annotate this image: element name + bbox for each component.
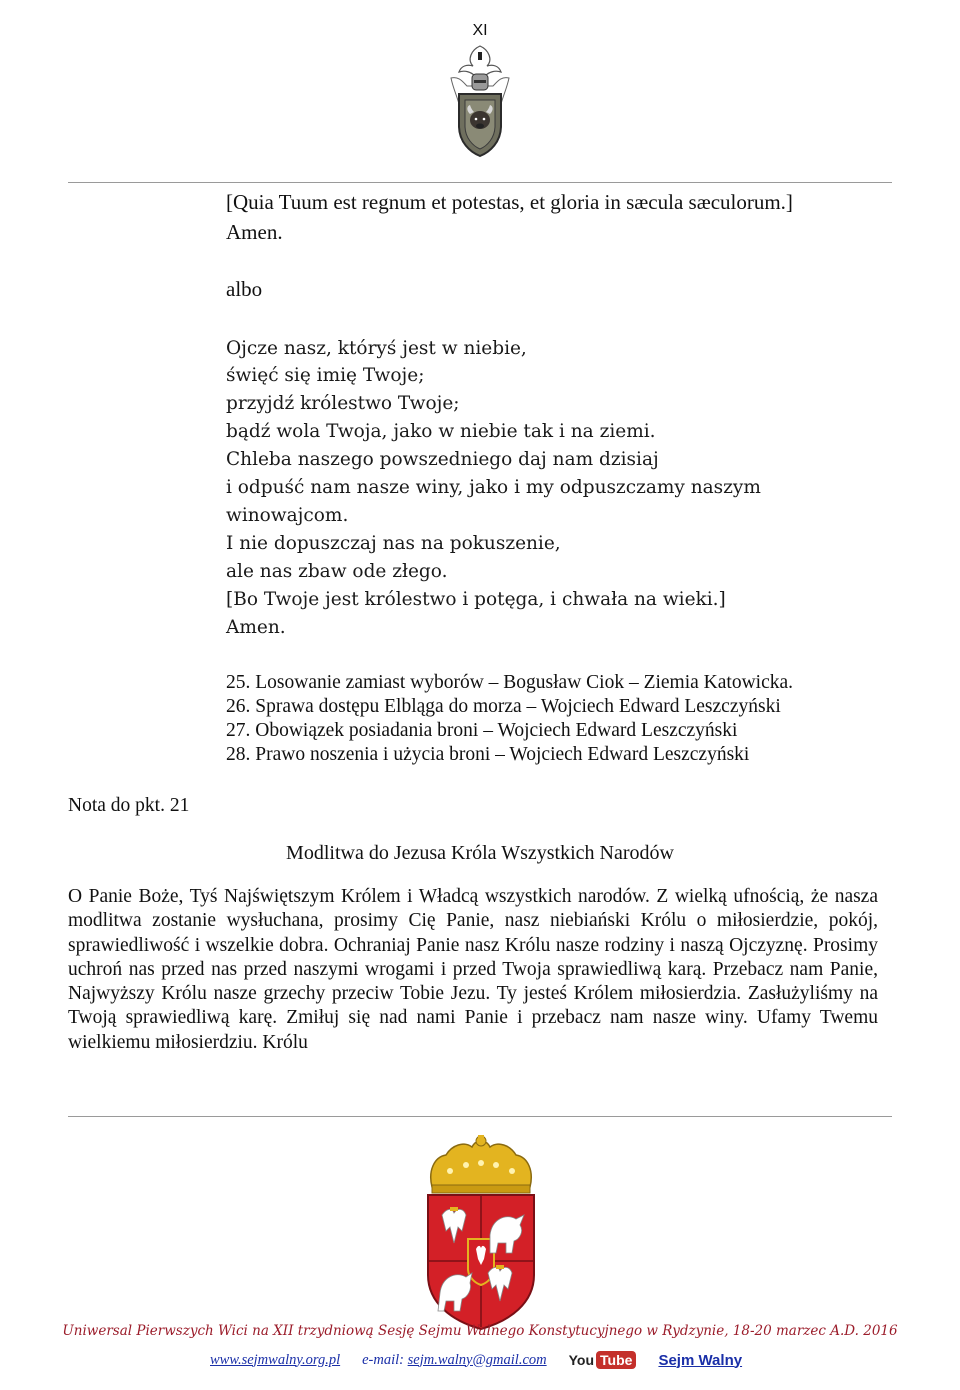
youtube-tube-text: Tube (596, 1351, 636, 1369)
email-link[interactable]: sejm.walny@gmail.com (407, 1351, 547, 1368)
latin-prayer-line-2: Amen. (226, 220, 283, 244)
agenda-item-28: 28. Prawo noszenia i użycia broni – Wojciech Edward Leszczyński (226, 744, 750, 765)
polish-prayer-line-11: Amen. (226, 617, 286, 638)
polish-prayer-line-4: bądź wola Twoja, jako w niebie tak i na ziemi. (226, 421, 656, 442)
separator-word: albo (226, 277, 263, 301)
polish-prayer-line-2: święć się imię Twoje; (226, 365, 425, 386)
latin-prayer-line-1: [Quia Tuum est regnum et potestas, et gloria in sæcula sæculorum.] (226, 190, 793, 214)
agenda-item-25: 25. Losowanie zamiast wyborów – Bogusław Ciok – Ziemia Katowicka. (226, 672, 794, 693)
note-label: Nota do pkt. 21 (68, 795, 190, 816)
polish-prayer-line-1: Ojcze nasz, któryś jest w niebie, (226, 338, 527, 359)
youtube-logo-icon[interactable] (569, 1351, 637, 1369)
footer-contact-row (210, 1346, 742, 1374)
youtube-you-text: You (568, 1352, 595, 1368)
email-label: e-mail: (362, 1351, 404, 1368)
coat-of-arms-bison-icon (445, 42, 515, 162)
agenda-item-26: 26. Sprawa dostępu Elbląga do morza – Wojciech Edward Leszczyński (226, 696, 781, 717)
commonwealth-coat-of-arms-icon (420, 1135, 542, 1330)
footer-divider (68, 1116, 892, 1117)
polish-prayer-line-5: Chleba naszego powszedniego daj nam dzisiaj (226, 449, 659, 470)
polish-prayer-line-8: I nie dopuszczaj nas na pokuszenie, (226, 533, 561, 554)
prayer-body: O Panie Boże, Tyś Najświętszym Królem i Władcą wszystkich narodów. Z wielką ufnością, że nasza modlitwa zostanie wysłuchana, prosimy Cię Panie, nasz niebiański Królu o miłosierdzie, pokój, sprawiedliwość i wszelkie dobra. Ochraniaj Panie nasz Królu nasze rodziny i naszą Ojczyznę. Prosimy uchroń nas przed nas przed naszymi wrogami i przed Twoja sprawiedliwą karą. Przebacz nam Panie, Najwyższy Królu nasze grzechy przeciw Tobie Jezu. Ty jesteś Królem miłosierdzia. Zasłużyliśmy na Twoją sprawiedliwą karę. Zmiłuj się nad nami Panie i przebacz nam nasze winy. Ufamy Twemu wielkiemu miłosierdziu. Królu (68, 886, 878, 1053)
polish-prayer-line-3: przyjdź królestwo Twoje; (226, 393, 460, 414)
footer-event-line: Uniwersal Pierwszych Wici na XII trzydniową Sesję Sejmu Walnego Konstytucyjnego w Rydzynie, 18-20 marzec A.D. 2016 (62, 1323, 898, 1339)
polish-prayer-line-6: i odpuść nam nasze winy, jako i my odpuszczamy naszym (226, 477, 761, 498)
prayer-title: Modlitwa do Jezusa Króla Wszystkich Narodów (286, 842, 674, 864)
email-group (362, 1352, 547, 1369)
channel-link[interactable]: Sejm Walny (658, 1351, 743, 1369)
agenda-item-27: 27. Obowiązek posiadania broni – Wojciech Edward Leszczyński (226, 720, 738, 741)
polish-prayer-line-10: [Bo Twoje jest królestwo i potęga, i chwała na wieki.] (226, 589, 726, 610)
polish-prayer-line-7: winowajcom. (226, 505, 349, 526)
polish-prayer-line-9: ale nas zbaw ode złego. (226, 561, 448, 582)
page-number: XI (472, 22, 488, 39)
website-link[interactable]: www.sejmwalny.org.pl (210, 1351, 341, 1368)
header-divider (68, 182, 892, 183)
